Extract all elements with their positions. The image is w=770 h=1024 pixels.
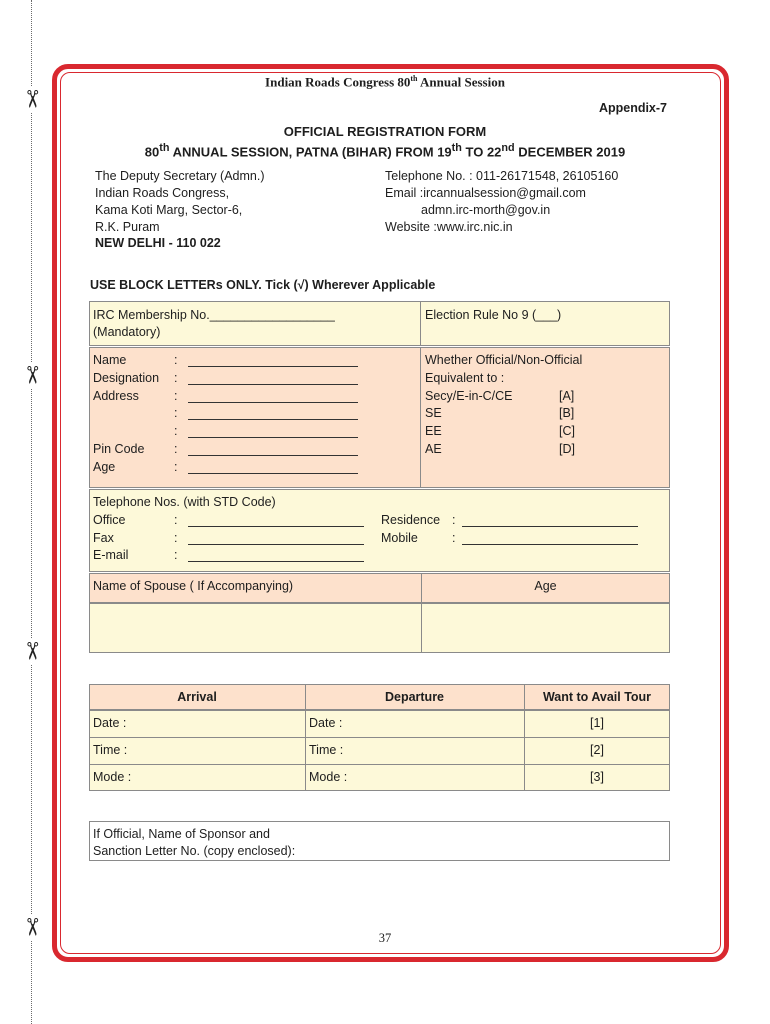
address-field-1[interactable]: [188, 391, 358, 403]
tour-header: Want to Avail Tour: [542, 690, 652, 704]
membership-note: (Mandatory): [93, 325, 161, 339]
spouse-age-field[interactable]: [422, 604, 669, 652]
contact-email: Email :ircannualsession@gmail.com: [385, 186, 586, 200]
contact-website: Website :www.irc.nic.in: [385, 220, 513, 234]
name-label: Name: [93, 353, 127, 367]
address-field-2[interactable]: [188, 408, 358, 420]
address-line: The Deputy Secretary (Admn.): [95, 169, 265, 183]
sponsor-label: If Official, Name of Sponsor and: [93, 827, 270, 841]
membership-field[interactable]: IRC Membership No.__________________: [93, 308, 335, 322]
equivalent-checkbox[interactable]: [C]: [559, 424, 575, 438]
name-field[interactable]: [188, 355, 358, 367]
scissors-icon: ✂: [18, 914, 44, 940]
departure-header: Departure: [384, 690, 445, 704]
spouse-name-field[interactable]: [90, 604, 421, 652]
contact-email-secondary: admn.irc-morth@gov.in: [421, 203, 551, 217]
tour-option-3[interactable]: [3]: [590, 770, 604, 784]
email-label: E-mail: [93, 548, 129, 562]
equivalent-option: EE: [425, 424, 442, 438]
tour-option-1[interactable]: [1]: [590, 716, 604, 730]
page-header: Indian Roads Congress 80th Annual Session: [265, 74, 505, 90]
pin-code-label: Pin Code: [93, 442, 145, 456]
departure-mode-field[interactable]: Mode :: [309, 770, 348, 784]
arrival-header: Arrival: [177, 690, 217, 704]
departure-date-field[interactable]: Date :: [309, 716, 343, 730]
address-line: R.K. Puram: [95, 220, 160, 234]
designation-field[interactable]: [188, 373, 358, 385]
equivalent-checkbox[interactable]: [B]: [559, 406, 575, 420]
telephone-heading: Telephone Nos. (with STD Code): [93, 495, 276, 509]
equivalent-option: SE: [425, 406, 442, 420]
designation-label: Designation: [93, 371, 160, 385]
official-heading: Whether Official/Non-Official: [425, 353, 583, 367]
office-label: Office: [93, 513, 126, 527]
equivalent-checkbox[interactable]: [D]: [559, 442, 575, 456]
mobile-label: Mobile: [381, 531, 418, 545]
appendix-label: Appendix-7: [598, 101, 667, 115]
fax-label: Fax: [93, 531, 114, 545]
scissors-icon: ✂: [18, 638, 44, 664]
age-field[interactable]: [188, 462, 358, 474]
address-line: Indian Roads Congress,: [95, 186, 230, 200]
tour-option-2[interactable]: [2]: [590, 743, 604, 757]
residence-phone-field[interactable]: [462, 515, 638, 527]
departure-time-field[interactable]: Time :: [309, 743, 344, 757]
spouse-label: Name of Spouse ( If Accompanying): [93, 579, 294, 593]
arrival-time-field[interactable]: Time :: [93, 743, 128, 757]
fax-field[interactable]: [188, 533, 364, 545]
election-rule-field[interactable]: Election Rule No 9 (___): [425, 308, 562, 322]
scissors-icon: ✂: [18, 362, 44, 388]
arrival-date-field[interactable]: Date :: [93, 716, 127, 730]
address-field-3[interactable]: [188, 426, 358, 438]
equivalent-label: Equivalent to :: [425, 371, 505, 385]
residence-label: Residence: [381, 513, 441, 527]
instruction: USE BLOCK LETTERs ONLY. Tick (√) Wherever Applicable: [90, 278, 436, 292]
scissors-icon: ✂: [18, 86, 44, 112]
equivalent-option: Secy/E-in-C/CE: [425, 389, 513, 403]
contact-telephone: Telephone No. : 011-26171548, 26105160: [385, 169, 619, 183]
spouse-age-label: Age: [534, 579, 557, 593]
mobile-field[interactable]: [462, 533, 638, 545]
address-line: Kama Koti Marg, Sector-6,: [95, 203, 243, 217]
form-title: OFFICIAL REGISTRATION FORM: [283, 124, 487, 139]
sponsor-label-2: Sanction Letter No. (copy enclosed):: [93, 844, 296, 858]
equivalent-checkbox[interactable]: [A]: [559, 389, 575, 403]
equivalent-option: AE: [425, 442, 442, 456]
page-number: 37: [378, 931, 392, 945]
email-field[interactable]: [188, 550, 364, 562]
office-phone-field[interactable]: [188, 515, 364, 527]
arrival-mode-field[interactable]: Mode :: [93, 770, 132, 784]
address-label: Address: [93, 389, 139, 403]
address-city: NEW DELHI - 110 022: [95, 236, 221, 250]
age-label: Age: [93, 460, 116, 474]
pin-code-field[interactable]: [188, 444, 358, 456]
session-title: 80th ANNUAL SESSION, PATNA (BIHAR) FROM 19th TO 22nd DECEMBER 2019: [144, 142, 626, 160]
